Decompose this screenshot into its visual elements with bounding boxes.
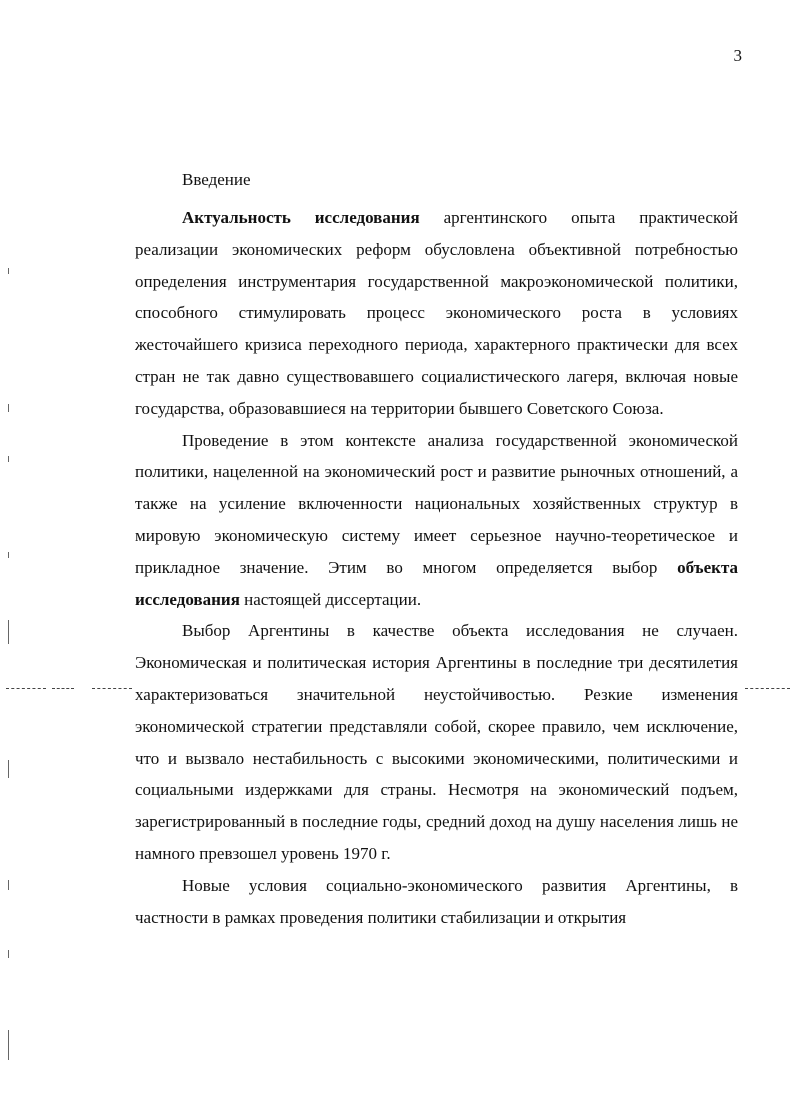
paragraph-relevance [135, 202, 738, 425]
bold-term-object: объекта исследования [135, 557, 738, 609]
scan-margin-mark [8, 268, 9, 274]
paragraph-object [135, 425, 738, 616]
scan-margin-mark [8, 880, 9, 890]
paragraph-text: Выбор Аргентины в качестве объекта исследования не случаен. Экономическая и политическая история Аргентины в последние три десятилетия характеризоваться значительной неустойчивостью. Резкие изменения экономической стратегии представляли собой, скорее правило, чем исключение, что и вызвало нестабильность с высокими экономическими, политическими и социальными издержками для страны. Несмотря на экономический подъем, зарегистрированный в последние годы, средний доход на душу населения лишь не намного превзошел уровень 1970 г. [135, 621, 738, 863]
scan-margin-mark [8, 456, 9, 462]
paragraph-text: Новые условия социально-экономического развития Аргентины, в частности в рамках проведения политики стабилизации и открытия [135, 875, 738, 927]
section-heading: Введение [182, 170, 251, 189]
page-number: 3 [733, 46, 742, 65]
paragraph-text: настоящей диссертации. [239, 589, 422, 609]
scan-artifact-left-2 [52, 688, 74, 690]
scan-artifact-left [6, 688, 46, 690]
paragraph-argentina-choice [135, 615, 738, 869]
scan-margin-mark [8, 950, 9, 958]
paragraph-new-conditions [135, 870, 738, 934]
paragraph-text: аргентинского опыта практической реализации экономических реформ обусловлена объективной потребностью определения инструментария государственной макроэкономической политики, способного стимулировать процесс экономического роста в условиях жесточайшего кризиса переходного периода, характерного практически для всех стран не так давно существовавшего социалистического лагеря, включая новые государства, образовавшиеся на территории бывшего Советского Союза. [135, 208, 738, 418]
scan-margin-mark [8, 1030, 9, 1060]
scan-artifact-right [745, 688, 790, 690]
scan-margin-mark [8, 760, 9, 778]
scan-margin-mark [8, 404, 9, 412]
body-text [135, 202, 738, 933]
scan-margin-mark [8, 552, 9, 558]
scan-artifact-mid [92, 688, 132, 690]
paragraph-text: Проведение в этом контексте анализа государственной экономической политики, нацеленной на экономический рост и развитие рыночных отношений, а также на усиление включенности национальных хозяйственных структур в мировую экономическую систему имеет серьезное научно-теоретическое и прикладное значение. Этим во многом определяется выбор [135, 430, 738, 577]
bold-term-relevance: Актуальность исследования [182, 208, 420, 227]
scan-margin-mark [8, 620, 9, 644]
